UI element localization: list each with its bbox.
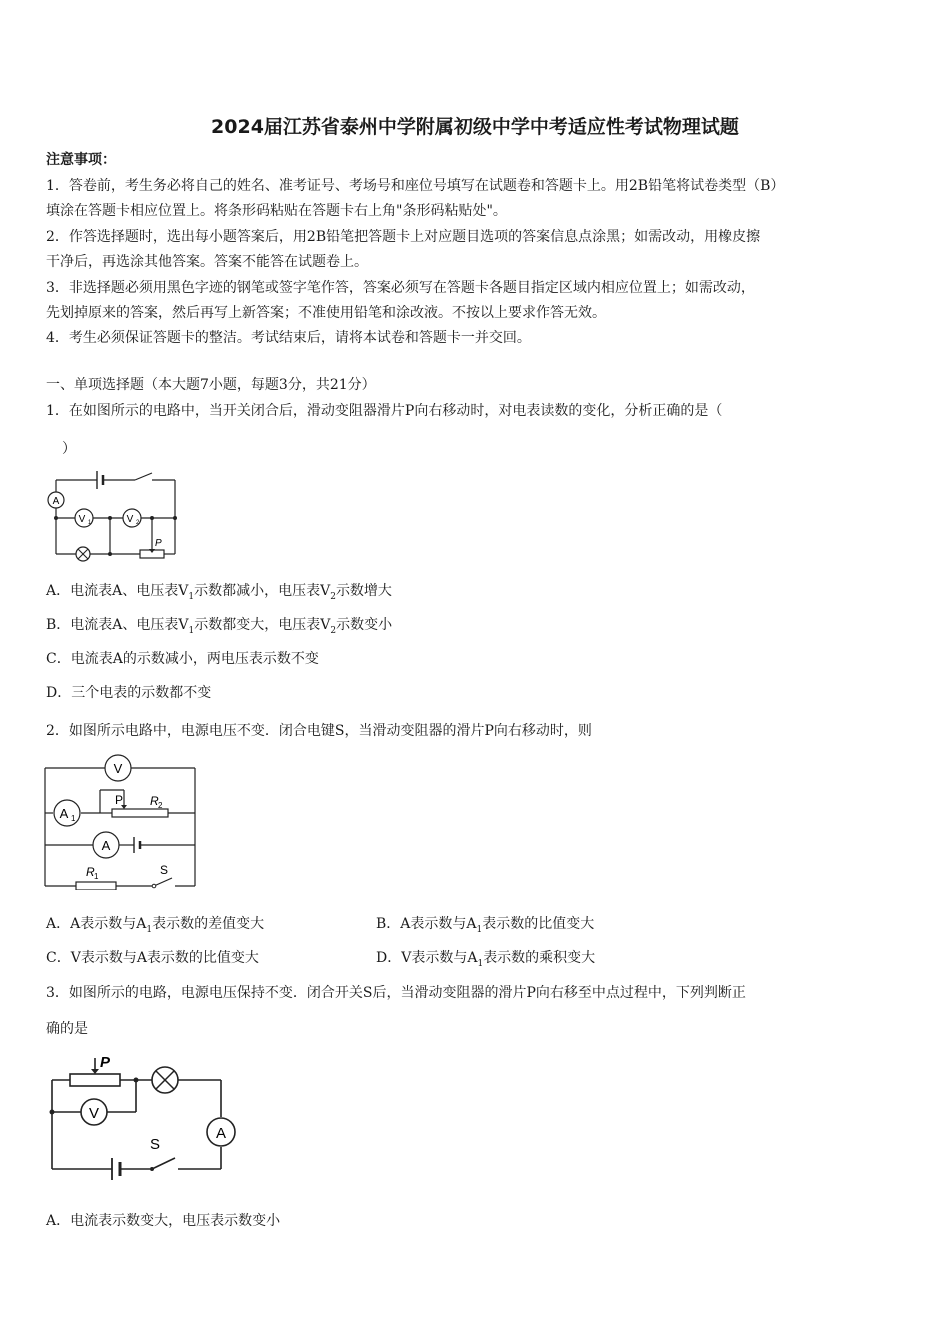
q1-option-d: D．三个电表的示数都不变 — [46, 685, 212, 701]
q3-a-label: A — [215, 1125, 227, 1142]
notice-line: 先划掉原来的答案，然后再写上新答案；不准使用铅笔和涂改液。不按以上要求作答无效。 — [46, 305, 606, 321]
notice-line: 填涂在答题卡相应位置上。将条形码粘贴在答题卡右上角"条形码粘贴处"。 — [46, 203, 507, 219]
q2-r1-label: R — [86, 865, 95, 879]
q3-circuit-diagram — [40, 1052, 245, 1182]
q3-stem-line-2: 确的是 — [46, 1021, 88, 1037]
section-heading: 一、单项选择题（本大题7小题，每题3分，共21分） — [46, 377, 376, 393]
q1-v2-label: V — [126, 514, 134, 525]
q3-stem-line-1: 3．如图所示的电路，电源电压保持不变．闭合开关S后，当滑动变阻器的滑片P向右移至中点过程中，下列判断正 — [46, 985, 746, 1001]
notice-line: 干净后，再选涂其他答案。答案不能答在试题卷上。 — [46, 254, 368, 270]
rheostat-icon — [70, 1074, 120, 1086]
q2-s-label: S — [160, 863, 169, 877]
q1-slider-label: P — [155, 538, 162, 549]
q1-stem-end: ） — [62, 441, 76, 457]
q2-r2-sub: 2 — [158, 801, 163, 810]
q2-r2-label: R — [150, 794, 159, 808]
q3-s-label: S — [150, 1136, 161, 1153]
page-title: 2024届江苏省泰州中学附属初级中学中考适应性考试物理试题 — [211, 116, 739, 138]
q1-circuit-diagram — [40, 462, 190, 572]
q1-v2-sub: 2 — [136, 520, 140, 526]
notice-line: 4．考生必须保证答题卡的整洁。考试结束后，请将本试卷和答题卡一并交回。 — [46, 330, 531, 346]
q2-a1-label: A — [59, 806, 69, 821]
q1-option-a: A．电流表A、电压表$V_1$示数都减小，电压表$V_2$示数增大 — [46, 583, 392, 602]
notice-line: 3．非选择题必须用黑色字迹的钢笔或签字笔作答，答案必须写在答题卡各题目指定区域内相应位置上；如需改动， — [46, 280, 755, 296]
q1-ammeter-label: A — [52, 496, 60, 507]
q2-v-label: V — [113, 761, 123, 776]
q2-r1-sub: 1 — [94, 872, 99, 881]
q2-circuit-diagram — [40, 750, 205, 890]
q2-a1-sub: 1 — [71, 814, 76, 823]
rheostat-icon — [112, 809, 168, 817]
q3-v-label: V — [88, 1105, 100, 1122]
q1-stem: 1．在如图所示的电路中，当开关闭合后，滑动变阻器滑片P向右移动时，对电表读数的变化，分析正确的是（ — [46, 403, 723, 419]
q1-option-c: C．电流表A的示数减小，两电压表示数不变 — [46, 651, 319, 667]
q2-stem: 2．如图所示电路中，电源电压不变．闭合电键S，当滑动变阻器的滑片P向右移动时，则 — [46, 723, 592, 739]
q2-option-a: A．A表示数与$A_1$表示数的差值变大 — [46, 916, 265, 935]
q1-v1-sub: 1 — [88, 520, 92, 526]
q3-option-a: A．电流表示数变大，电压表示数变小 — [46, 1213, 281, 1229]
q2-a-label: A — [101, 838, 111, 853]
lamp-icon — [152, 1067, 178, 1093]
notice-line: 1．答卷前，考生务必将自己的姓名、准考证号、考场号和座位号填写在试题卷和答题卡上。用2B铅笔将试卷类型（B） — [46, 178, 785, 194]
q3-p-label: P — [100, 1054, 111, 1071]
q1-option-b: B．电流表A、电压表$V_1$示数都变大，电压表$V_2$示数变小 — [46, 617, 393, 636]
q1-v1-label: V — [78, 514, 86, 525]
q2-option-b: B．A表示数与$A_1$表示数的比值变大 — [376, 916, 595, 935]
q2-p-label: P — [114, 793, 124, 807]
notice-heading: 注意事项： — [46, 152, 116, 168]
notice-line: 2．作答选择题时，选出每小题答案后，用2B铅笔把答题卡上对应题目选项的答案信息点涂黑；如需改动，用橡皮擦 — [46, 229, 761, 245]
q2-option-d: D．V表示数与$A_1$表示数的乘积变大 — [376, 950, 596, 969]
resistor-icon — [76, 882, 116, 890]
lamp-icon — [76, 547, 90, 561]
q2-option-c: C．V表示数与A表示数的比值变大 — [46, 950, 259, 966]
